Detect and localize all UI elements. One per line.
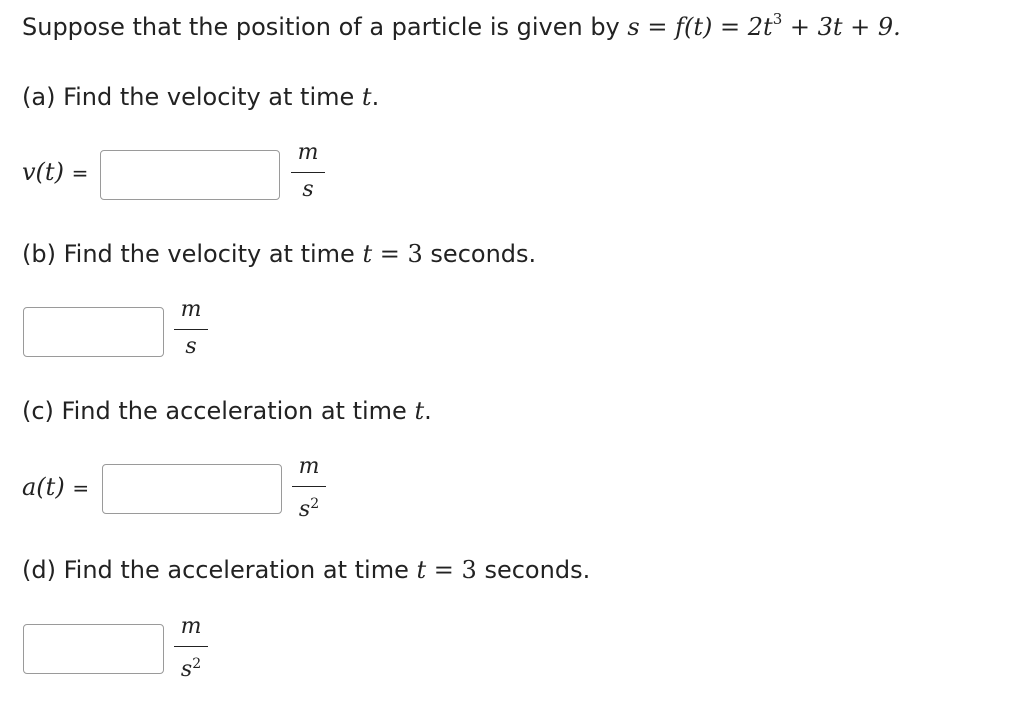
part-a-unit-denominator: s <box>302 177 314 203</box>
fraction-bar <box>292 486 326 487</box>
part-a-unit <box>291 142 325 201</box>
part-a-label <box>22 160 88 184</box>
rhs-remaining-terms: + 3t + 9. <box>789 13 901 41</box>
part-c-equals: = <box>72 476 90 500</box>
part-b-unit-numerator: m <box>180 297 202 322</box>
part-c-unit-numerator: m <box>298 454 320 479</box>
part-a-answer-input[interactable] <box>100 150 280 200</box>
acceleration-function-label: a(t) <box>22 473 65 501</box>
part-b-unit <box>174 299 208 358</box>
part-d-unit-denominator: $s^2$ <box>180 656 202 683</box>
part-b-unit-denominator: s <box>185 334 197 360</box>
problem-statement <box>22 10 901 41</box>
part-b-equals-sign: = <box>379 240 400 268</box>
position-function: f(t) <box>675 13 713 41</box>
part-b-prompt-text: (b) Find the velocity at time <box>22 240 355 268</box>
part-c-prompt <box>22 399 432 423</box>
part-c-label <box>22 475 89 499</box>
part-b-prompt <box>22 242 536 266</box>
part-b-answer-input[interactable] <box>23 307 164 357</box>
part-b-time-value: 3 <box>407 240 423 268</box>
part-a-prompt <box>22 85 379 109</box>
part-a-equals: = <box>71 161 89 185</box>
part-d-time-value: 3 <box>461 556 477 584</box>
velocity-function-label: v(t) <box>22 158 64 186</box>
part-d-answer-input[interactable] <box>23 624 164 674</box>
equals-sign: = <box>647 13 668 41</box>
part-d-unit-numerator: m <box>180 614 202 639</box>
part-d-time-variable: t <box>416 556 427 584</box>
part-b-suffix: seconds. <box>430 240 537 268</box>
part-c-answer-input[interactable] <box>102 464 282 514</box>
fraction-bar <box>174 646 208 647</box>
part-b-time-variable: t <box>362 240 373 268</box>
part-d-prompt <box>22 558 590 582</box>
part-a-prompt-end: . <box>371 83 380 111</box>
part-c-prompt-end: . <box>424 397 432 425</box>
part-d-equals-sign: = <box>433 556 454 584</box>
part-c-unit <box>292 456 326 521</box>
part-d-suffix: seconds. <box>484 556 591 584</box>
part-c-time-variable: t <box>414 397 425 425</box>
position-variable: s <box>627 13 640 41</box>
fraction-bar <box>174 329 208 330</box>
part-d-unit-exponent: 2 <box>192 656 202 673</box>
part-a-unit-numerator: m <box>297 140 319 165</box>
part-a-prompt-text: (a) Find the velocity at time <box>22 83 355 111</box>
part-c-prompt-text: (c) Find the acceleration at time <box>22 397 407 425</box>
equals-sign: = <box>720 13 741 41</box>
rhs-exponent: 3 <box>772 10 783 28</box>
part-a-time-variable: t <box>361 83 372 111</box>
part-c-unit-denominator: $s^2$ <box>298 496 320 523</box>
rhs-term-cubic: 2t <box>747 13 773 41</box>
part-d-unit <box>174 616 208 681</box>
part-c-unit-exponent: 2 <box>310 496 320 513</box>
problem-intro: Suppose that the position of a particle is given by <box>22 13 620 41</box>
fraction-bar <box>291 172 325 173</box>
part-d-prompt-text: (d) Find the acceleration at time <box>22 556 409 584</box>
